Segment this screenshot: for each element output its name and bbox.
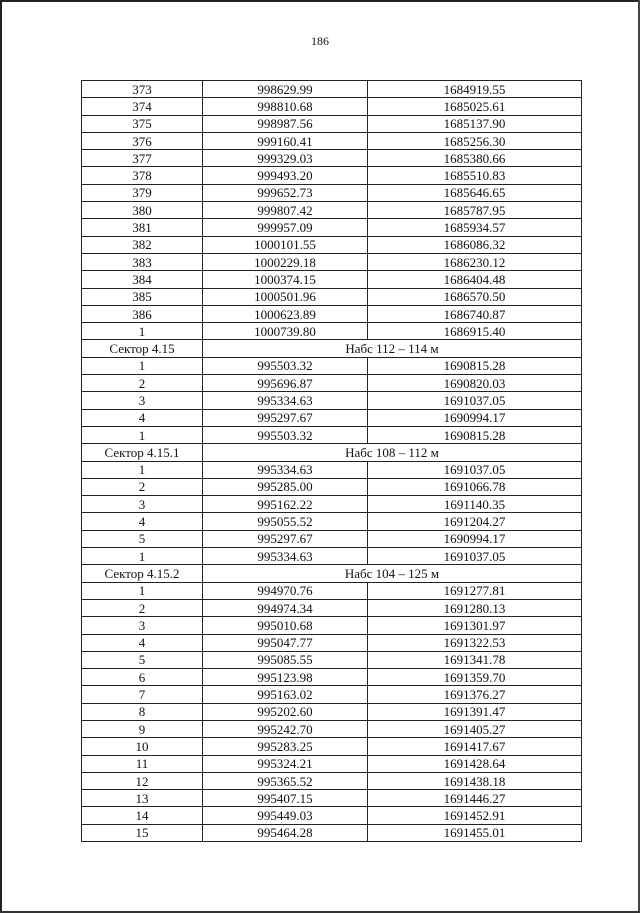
table-row [82, 323, 582, 340]
coordinate-y: 1686740.87 [368, 305, 582, 322]
sector-header-row [82, 565, 582, 582]
page-number: 186 [311, 34, 329, 48]
table-row [82, 150, 582, 167]
point-number: 2 [82, 375, 203, 392]
coordinate-y: 1685787.95 [368, 202, 582, 219]
coordinate-x: 995464.28 [203, 824, 368, 841]
coordinate-x: 995242.70 [203, 720, 368, 737]
coordinate-y: 1686086.32 [368, 236, 582, 253]
table-row [82, 686, 582, 703]
table-row [82, 409, 582, 426]
coordinate-y: 1691140.35 [368, 496, 582, 513]
coordinate-y: 1691341.78 [368, 651, 582, 668]
coordinate-y: 1691037.05 [368, 548, 582, 565]
coordinate-y: 1691391.47 [368, 703, 582, 720]
table-row [82, 617, 582, 634]
table-row [82, 703, 582, 720]
coordinate-x: 998810.68 [203, 98, 368, 115]
coordinate-x: 995055.52 [203, 513, 368, 530]
coordinate-x: 995297.67 [203, 530, 368, 547]
table-row [82, 253, 582, 270]
sector-name: Сектор 4.15 [82, 340, 203, 357]
coordinate-y: 1691066.78 [368, 478, 582, 495]
point-number: 11 [82, 755, 203, 772]
coordinate-x: 995503.32 [203, 357, 368, 374]
coordinate-y: 1685380.66 [368, 150, 582, 167]
coordinate-x: 995334.63 [203, 461, 368, 478]
point-number: 381 [82, 219, 203, 236]
coordinate-x: 998629.99 [203, 81, 368, 98]
table-row [82, 202, 582, 219]
table-row [82, 755, 582, 772]
coordinate-x: 995283.25 [203, 738, 368, 755]
table-row [82, 772, 582, 789]
point-number: 14 [82, 807, 203, 824]
point-number: 373 [82, 81, 203, 98]
coordinate-x: 999329.03 [203, 150, 368, 167]
point-number: 3 [82, 617, 203, 634]
point-number: 377 [82, 150, 203, 167]
coordinate-y: 1691452.91 [368, 807, 582, 824]
coordinate-x: 995297.67 [203, 409, 368, 426]
coordinate-x: 995047.77 [203, 634, 368, 651]
point-number: 3 [82, 392, 203, 409]
coordinate-y: 1691376.27 [368, 686, 582, 703]
table-row [82, 288, 582, 305]
point-number: 7 [82, 686, 203, 703]
table-row [82, 357, 582, 374]
point-number: 9 [82, 720, 203, 737]
coordinate-y: 1686230.12 [368, 253, 582, 270]
coordinates-table [81, 80, 582, 842]
table-row [82, 669, 582, 686]
coordinate-x: 995696.87 [203, 375, 368, 392]
table-row [82, 115, 582, 132]
coordinate-y: 1691455.01 [368, 824, 582, 841]
coordinate-y: 1691405.27 [368, 720, 582, 737]
point-number: 380 [82, 202, 203, 219]
point-number: 374 [82, 98, 203, 115]
point-number: 8 [82, 703, 203, 720]
point-number: 386 [82, 305, 203, 322]
scan-edge-left [0, 0, 2, 913]
coordinate-y: 1685934.57 [368, 219, 582, 236]
point-number: 382 [82, 236, 203, 253]
coordinate-y: 1686915.40 [368, 323, 582, 340]
coordinate-x: 1000374.15 [203, 271, 368, 288]
coordinate-y: 1691428.64 [368, 755, 582, 772]
table-row [82, 236, 582, 253]
point-number: 2 [82, 478, 203, 495]
coordinate-y: 1686404.48 [368, 271, 582, 288]
table-row [82, 790, 582, 807]
coordinate-x: 999652.73 [203, 184, 368, 201]
coordinate-x: 999160.41 [203, 132, 368, 149]
coordinate-y: 1691322.53 [368, 634, 582, 651]
coordinate-x: 995085.55 [203, 651, 368, 668]
table-row [82, 513, 582, 530]
coordinate-x: 995202.60 [203, 703, 368, 720]
coordinate-y: 1691037.05 [368, 392, 582, 409]
point-number: 12 [82, 772, 203, 789]
coordinate-y: 1685256.30 [368, 132, 582, 149]
coordinate-x: 998987.56 [203, 115, 368, 132]
coordinate-y: 1685025.61 [368, 98, 582, 115]
coordinate-x: 995407.15 [203, 790, 368, 807]
table-row [82, 634, 582, 651]
point-number: 1 [82, 582, 203, 599]
coordinate-y: 1690815.28 [368, 357, 582, 374]
point-number: 1 [82, 548, 203, 565]
point-number: 13 [82, 790, 203, 807]
sector-header-row [82, 444, 582, 461]
table-row [82, 824, 582, 841]
point-number: 10 [82, 738, 203, 755]
coordinate-y: 1690994.17 [368, 409, 582, 426]
table-row [82, 599, 582, 616]
point-number: 1 [82, 357, 203, 374]
coordinate-y: 1691446.27 [368, 790, 582, 807]
point-number: 384 [82, 271, 203, 288]
coordinate-y: 1690820.03 [368, 375, 582, 392]
coordinate-y: 1685646.65 [368, 184, 582, 201]
coordinate-x: 995162.22 [203, 496, 368, 513]
coordinate-x: 995334.63 [203, 548, 368, 565]
table-row [82, 738, 582, 755]
scan-edge-top [0, 0, 640, 2]
coordinate-y: 1691417.67 [368, 738, 582, 755]
point-number: 383 [82, 253, 203, 270]
table-row [82, 461, 582, 478]
table-row [82, 305, 582, 322]
point-number: 6 [82, 669, 203, 686]
point-number: 376 [82, 132, 203, 149]
sector-header-row [82, 340, 582, 357]
table-row [82, 530, 582, 547]
coordinate-y: 1686570.50 [368, 288, 582, 305]
point-number: 379 [82, 184, 203, 201]
point-number: 4 [82, 634, 203, 651]
point-number: 1 [82, 426, 203, 443]
coordinate-x: 999493.20 [203, 167, 368, 184]
point-number: 5 [82, 651, 203, 668]
coordinate-x: 994970.76 [203, 582, 368, 599]
sector-elevation: Набс 104 – 125 м [203, 565, 582, 582]
coordinate-x: 1000501.96 [203, 288, 368, 305]
point-number: 378 [82, 167, 203, 184]
table-row [82, 271, 582, 288]
coordinate-y: 1691301.97 [368, 617, 582, 634]
coordinate-y: 1691277.81 [368, 582, 582, 599]
table-row [82, 548, 582, 565]
point-number: 4 [82, 513, 203, 530]
coordinate-y: 1685137.90 [368, 115, 582, 132]
table-row [82, 184, 582, 201]
coordinate-y: 1685510.83 [368, 167, 582, 184]
point-number: 2 [82, 599, 203, 616]
table-row [82, 375, 582, 392]
point-number: 15 [82, 824, 203, 841]
table-row [82, 807, 582, 824]
coordinate-y: 1691204.27 [368, 513, 582, 530]
coordinate-x: 995324.21 [203, 755, 368, 772]
coordinate-y: 1690994.17 [368, 530, 582, 547]
coordinate-x: 995365.52 [203, 772, 368, 789]
coordinate-x: 995285.00 [203, 478, 368, 495]
coordinate-x: 995123.98 [203, 669, 368, 686]
point-number: 5 [82, 530, 203, 547]
table-row [82, 720, 582, 737]
table-row [82, 132, 582, 149]
table-row [82, 582, 582, 599]
coordinate-y: 1690815.28 [368, 426, 582, 443]
coordinate-y: 1684919.55 [368, 81, 582, 98]
coordinate-x: 999957.09 [203, 219, 368, 236]
coordinate-y: 1691438.18 [368, 772, 582, 789]
sector-name: Сектор 4.15.2 [82, 565, 203, 582]
point-number: 385 [82, 288, 203, 305]
coordinate-x: 995449.03 [203, 807, 368, 824]
coordinate-x: 995010.68 [203, 617, 368, 634]
coordinate-x: 1000623.89 [203, 305, 368, 322]
table-row [82, 167, 582, 184]
table-row [82, 392, 582, 409]
coordinate-x: 994974.34 [203, 599, 368, 616]
table-row [82, 478, 582, 495]
sector-elevation: Набс 108 – 112 м [203, 444, 582, 461]
table-row [82, 81, 582, 98]
point-number: 3 [82, 496, 203, 513]
point-number: 1 [82, 461, 203, 478]
coordinate-x: 995334.63 [203, 392, 368, 409]
table-row [82, 219, 582, 236]
coordinate-x: 1000101.55 [203, 236, 368, 253]
table-row [82, 98, 582, 115]
table-row [82, 651, 582, 668]
table-row [82, 496, 582, 513]
coordinate-x: 995163.02 [203, 686, 368, 703]
coordinates-table-body [82, 81, 582, 842]
sector-name: Сектор 4.15.1 [82, 444, 203, 461]
point-number: 1 [82, 323, 203, 340]
table-row [82, 426, 582, 443]
coordinate-y: 1691037.05 [368, 461, 582, 478]
coordinate-x: 1000739.80 [203, 323, 368, 340]
coordinate-x: 999807.42 [203, 202, 368, 219]
coordinate-x: 995503.32 [203, 426, 368, 443]
sector-elevation: Набс 112 – 114 м [203, 340, 582, 357]
coordinate-y: 1691359.70 [368, 669, 582, 686]
coordinate-x: 1000229.18 [203, 253, 368, 270]
point-number: 4 [82, 409, 203, 426]
point-number: 375 [82, 115, 203, 132]
coordinate-y: 1691280.13 [368, 599, 582, 616]
